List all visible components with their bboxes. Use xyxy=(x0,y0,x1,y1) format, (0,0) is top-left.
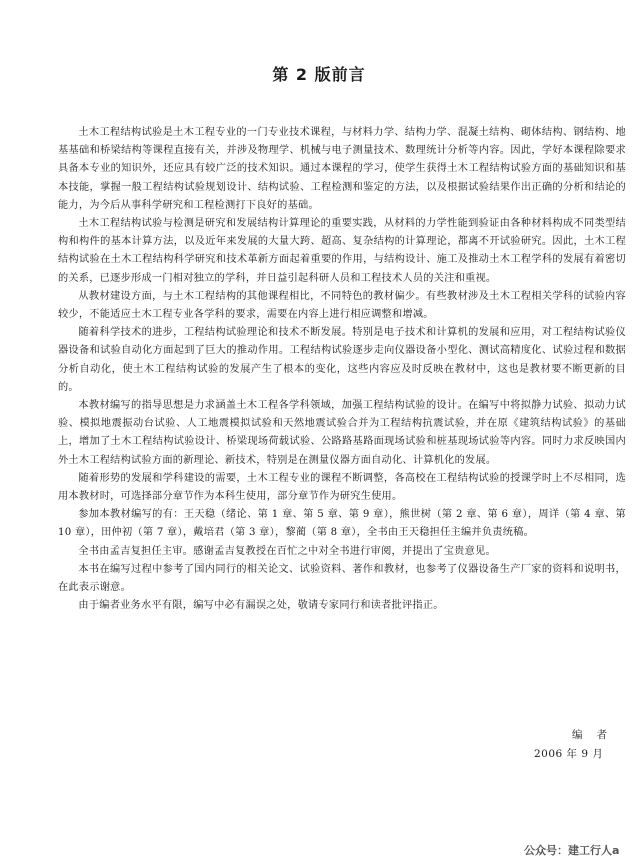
paragraph: 从教材建设方面，与土木工程结构的其他课程相比，不同特色的教材偏少。有些教材涉及土木工程相关学科的试验内容较少，不能适应土木工程专业各学科的要求，需要在内容上进行相应调整和增减。 xyxy=(58,290,626,321)
paragraph: 随着形势的发展和学科建设的需要，土木工程专业的课程不断调整，各高校在工程结构试验的授课学时上不尽相同，选用本教材时，可选择部分章节作为本科生使用，部分章节作为研究生使用。 xyxy=(58,472,626,503)
paragraph: 土木工程结构试验与检测是研究和发展结构计算理论的重要实践，从材料的力学性能到验证由各种材料构成不同类型结构和构件的基本计算方法，以及近年来发展的大量大跨、超高、复杂结构的计算理论，都离不开试验研究。因此，土木工程结构试验在土木工程结构科学研究和技术革新方面起着重要的作用，与结构设计、施工及推动土木工程学科的发展有着密切的关系，已逐步形成一门相对独立的学科，并日益引起科研人员和工程技术人员的关注和重视。 xyxy=(58,218,626,284)
page-title: 第 2 版前言 xyxy=(272,65,366,84)
watermark-label: 公众号：建工行人a xyxy=(524,844,620,857)
publication-date: 2006 年 9 月 xyxy=(534,748,604,760)
author-signature: 编者 xyxy=(572,729,621,741)
preface-body xyxy=(58,124,626,615)
paragraph: 本书在编写过程中参考了国内同行的相关论文、试验资料、著作和教材，也参考了仪器设备生产厂家的资料和说明书，在此表示谢意。 xyxy=(58,563,626,594)
paragraph: 本教材编写的指导思想是力求涵盖土木工程各学科领域，加强工程结构试验的设计。在编写中将拟静力试验、拟动力试验、模拟地震振动台试验、人工地震模拟试验和天然地震试验合并为工程结构抗震试验，并在原《建筑结构试验》的基础上，增加了土木工程结构试验设计、桥梁现场荷载试验、公路路基路面现场试验和桩基现场试验等内容。同时力求反映国内外土木工程结构试验方面的新理论、新技术，特别是在测量仪器方面自动化、计算机化的发展。 xyxy=(58,400,626,466)
paragraph: 全书由孟吉复担任主审。感谢孟吉复教授在百忙之中对全书进行审阅，并提出了宝贵意见。 xyxy=(78,545,496,557)
paragraph: 由于编者业务水平有限，编写中必有漏误之处，敬请专家同行和读者批评指正。 xyxy=(78,600,444,612)
paragraph: 参加本教材编写的有：王天稳（绪论、第 1 章、第 5 章、第 9 章），熊世树（第 2 章、第 6 章），周详（第 4 章、第 10 章），田仲初（第 7 章），戴培君（第 3 章），黎蔺（第 8 章），全书由王天稳担任主编并负责统稿。 xyxy=(58,509,626,539)
paragraph: 土木工程结构试验是土木工程专业的一门专业技术课程，与材料力学、结构力学、混凝土结构、砌体结构、钢结构、地基基础和桥梁结构等课程直接有关，并涉及物理学、机械与电子测量技术、数理统计分析等内容。因此，学好本课程除要求具备本专业的知识外，还应具有较广泛的技术知识。通过本课程的学习，使学生获得土木工程结构试验方面的基础知识和基本技能，掌握一般工程结构试验规划设计、结构试验、工程检测和鉴定的方法，以及根据试验结果作出正确的分析和结论的能力，为今后从事科学研究和工程检测打下良好的基础。 xyxy=(58,127,626,211)
paragraph: 随着科学技术的进步，工程结构试验理论和技术不断发展。特别是电子技术和计算机的发展和应用，对工程结构试验仪器设备和试验自动化方面起到了巨大的推动作用。工程结构试验逐步走向仪器设备小型化、测试高精度化、试验过程和数据分析自动化，使土木工程结构试验的发展产生了根本的变化，这些内容应及时反映在教材中，这也是教材要不断更新的目的。 xyxy=(58,327,626,393)
